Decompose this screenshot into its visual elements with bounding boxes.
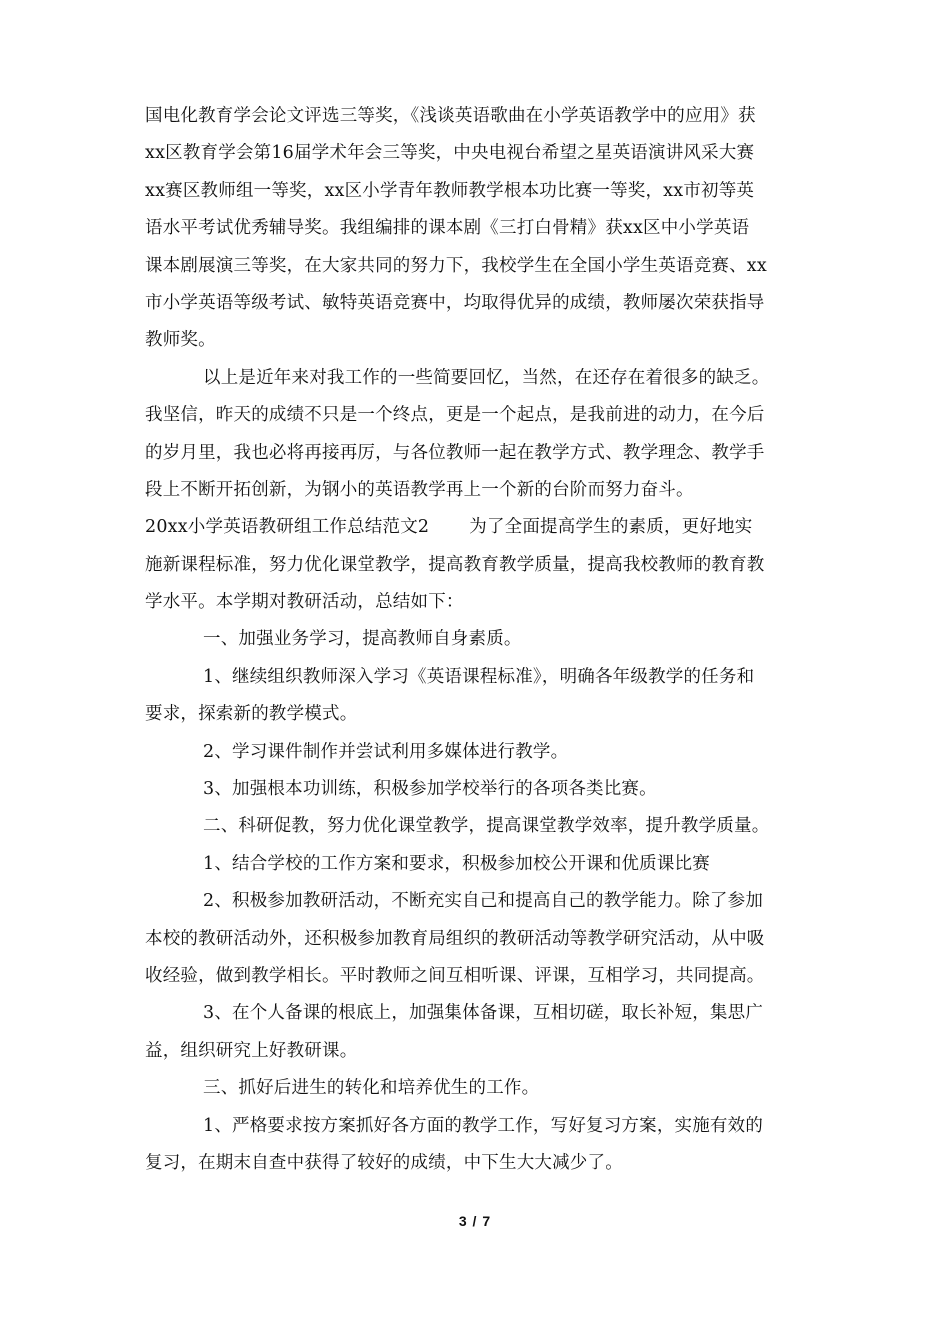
subheading: 三、抓好后进生的转化和培养优生的工作。: [203, 1078, 540, 1099]
list-item: 1、继续组织教师深入学习《英语课程标准》，明确各年级教学的任务和: [203, 666, 755, 687]
text-line: 的岁月里，我也必将再接再厉，与各位教师一起在教学方式、教学理念、教学手: [145, 442, 765, 463]
text-line: 本校的教研活动外，还积极参加教育局组织的教研活动等教学研究活动，从中吸: [145, 928, 765, 949]
text-line: 学水平。本学期对教研活动，总结如下：: [145, 592, 464, 613]
subheading: 二、科研促教，努力优化课堂教学，提高课堂教学效率，提升教学质量。: [203, 816, 770, 837]
list-item: 1、严格要求按方案抓好各方面的教学工作，写好复习方案，实施有效的: [203, 1115, 764, 1136]
paragraph-start: 以上是近年来对我工作的一些简要回忆，当然，在还存在着很多的缺乏。: [203, 367, 770, 388]
text-line: 教师奖。: [145, 330, 216, 351]
document-body: [145, 98, 810, 1182]
text-line: 收经验，做到教学相长。平时教师之间互相听课、评课，互相学习，共同提高。: [145, 965, 765, 986]
paragraph-start: 为了全面提高学生的素质，更好地实: [469, 517, 753, 538]
section-heading: 20xx小学英语教研组工作总结范文2: [145, 517, 430, 538]
text-line: 国电化教育学会论文评选三等奖，《浅谈英语歌曲在小学英语教学中的应用》获: [145, 106, 756, 126]
text-line: 益，组织研究上好教研课。: [145, 1040, 358, 1061]
text-line: 段上不断开拓创新，为钢小的英语教学再上一个新的台阶而努力奋斗。: [145, 479, 694, 500]
list-item: 3、在个人备课的根底上，加强集体备课，互相切磋，取长补短，集思广: [203, 1003, 764, 1024]
text-line: 要求，探索新的教学模式。: [145, 704, 358, 725]
text-line: 课本剧展演三等奖，在大家共同的努力下，我校学生在全国小学生英语竞赛、xx: [145, 255, 767, 276]
text-line: 市小学英语等级考试、敏特英语竞赛中，均取得优异的成绩，教师屡次荣获指导: [145, 292, 765, 313]
text-line: xx区教育学会第16届学术年会三等奖，中央电视台希望之星英语演讲风采大赛: [145, 143, 755, 164]
text-line: xx赛区教师组一等奖，xx区小学青年教师教学根本功比赛一等奖，xx市初等英: [145, 180, 755, 201]
list-item: 2、学习课件制作并尝试利用多媒体进行教学。: [203, 741, 569, 762]
list-item: 2、积极参加教研活动，不断充实自己和提高自己的教学能力。除了参加: [203, 891, 764, 912]
subheading: 一、加强业务学习，提高教师自身素质。: [203, 629, 522, 650]
list-item: 1、结合学校的工作方案和要求，积极参加校公开课和优质课比赛: [203, 853, 710, 874]
page-number: 3 / 7: [458, 1213, 492, 1229]
text-line: 施新课程标准，努力优化课堂教学，提高教育教学质量，提高我校教师的教育教: [145, 554, 765, 575]
text-line: 语水平考试优秀辅导奖。我组编排的课本剧《三打白骨精》获xx区中小学英语: [145, 218, 750, 239]
list-item: 3、加强根本功训练，积极参加学校举行的各项各类比赛。: [203, 779, 657, 800]
section-heading-line: [145, 509, 810, 546]
text-line: 复习，在期末自查中获得了较好的成绩，中下生大大减少了。: [145, 1152, 623, 1173]
text-line: 我坚信，昨天的成绩不只是一个终点，更是一个起点，是我前进的动力，在今后: [145, 405, 765, 426]
